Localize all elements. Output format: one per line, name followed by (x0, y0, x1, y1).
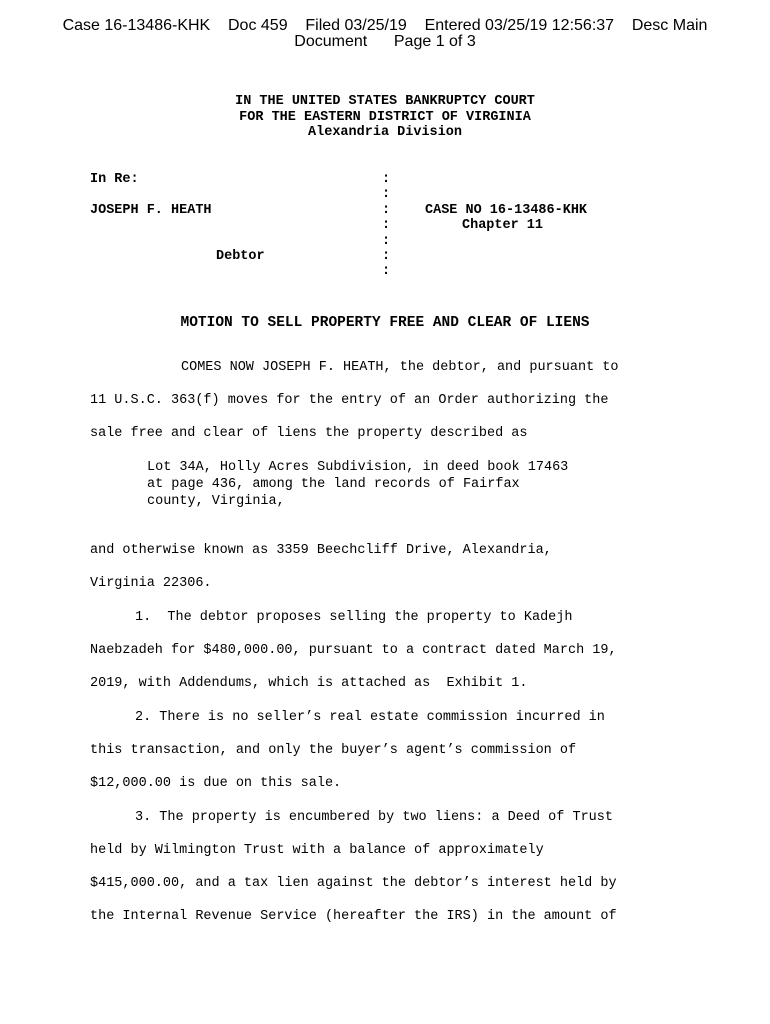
property-line: at page 436, among the land records of Fairfax (147, 477, 520, 492)
debtor-label: Debtor (216, 249, 265, 264)
body-line: Virginia 22306. (90, 576, 212, 591)
caption-colon: : (382, 172, 391, 187)
paragraph-3-line: $415,000.00, and a tax lien against the debtor’s interest held by (90, 876, 617, 891)
paragraph-2-line: $12,000.00 is due on this sale. (90, 776, 342, 791)
filing-stamp-line-2: Document Page 1 of 3 (294, 33, 476, 50)
caption-colon: : (382, 203, 391, 218)
court-heading-line-1: IN THE UNITED STATES BANKRUPTCY COURT (235, 94, 535, 109)
paragraph-2-line: this transaction, and only the buyer’s agent’s commission of (90, 743, 577, 758)
chapter-label: Chapter 11 (462, 218, 544, 233)
caption-colon: : (382, 264, 391, 279)
property-line: county, Virginia, (147, 494, 285, 509)
body-line: COMES NOW JOSEPH F. HEATH, the debtor, and pursuant to (181, 360, 619, 375)
caption-colon: : (382, 187, 391, 202)
filing-stamp-line-1: Case 16-13486-KHK Doc 459 Filed 03/25/19 Entered 03/25/19 12:56:37 Desc Main (62, 17, 708, 34)
case-number: CASE NO 16-13486-KHK (425, 203, 588, 218)
body-line: and otherwise known as 3359 Beechcliff Drive, Alexandria, (90, 543, 552, 558)
paragraph-1-line: 1. The debtor proposes selling the property to Kadejh (135, 610, 573, 625)
body-line: 11 U.S.C. 363(f) moves for the entry of an Order authorizing the (90, 393, 609, 408)
motion-title: MOTION TO SELL PROPERTY FREE AND CLEAR OF LIENS (180, 315, 590, 331)
paragraph-3-line: held by Wilmington Trust with a balance of approximately (90, 843, 544, 858)
caption-colon: : (382, 249, 391, 264)
paragraph-3-line: the Internal Revenue Service (hereafter the IRS) in the amount of (90, 909, 617, 924)
caption-colon: : (382, 234, 391, 249)
caption-colon: : (382, 218, 391, 233)
property-line: Lot 34A, Holly Acres Subdivision, in deed book 17463 (147, 460, 569, 475)
paragraph-1-line: Naebzadeh for $480,000.00, pursuant to a contract dated March 19, (90, 643, 617, 658)
paragraph-2-line: 2. There is no seller’s real estate commission incurred in (135, 710, 605, 725)
in-re-label: In Re: (90, 172, 139, 187)
paragraph-3-line: 3. The property is encumbered by two liens: a Deed of Trust (135, 810, 613, 825)
court-heading-line-2: FOR THE EASTERN DISTRICT OF VIRGINIA (239, 110, 531, 125)
debtor-name: JOSEPH F. HEATH (90, 203, 212, 218)
court-heading-line-3: Alexandria Division (308, 125, 462, 140)
paragraph-1-line: 2019, with Addendums, which is attached as Exhibit 1. (90, 676, 528, 691)
filing-stamp (0, 18, 770, 50)
body-line: sale free and clear of liens the property described as (90, 426, 528, 441)
